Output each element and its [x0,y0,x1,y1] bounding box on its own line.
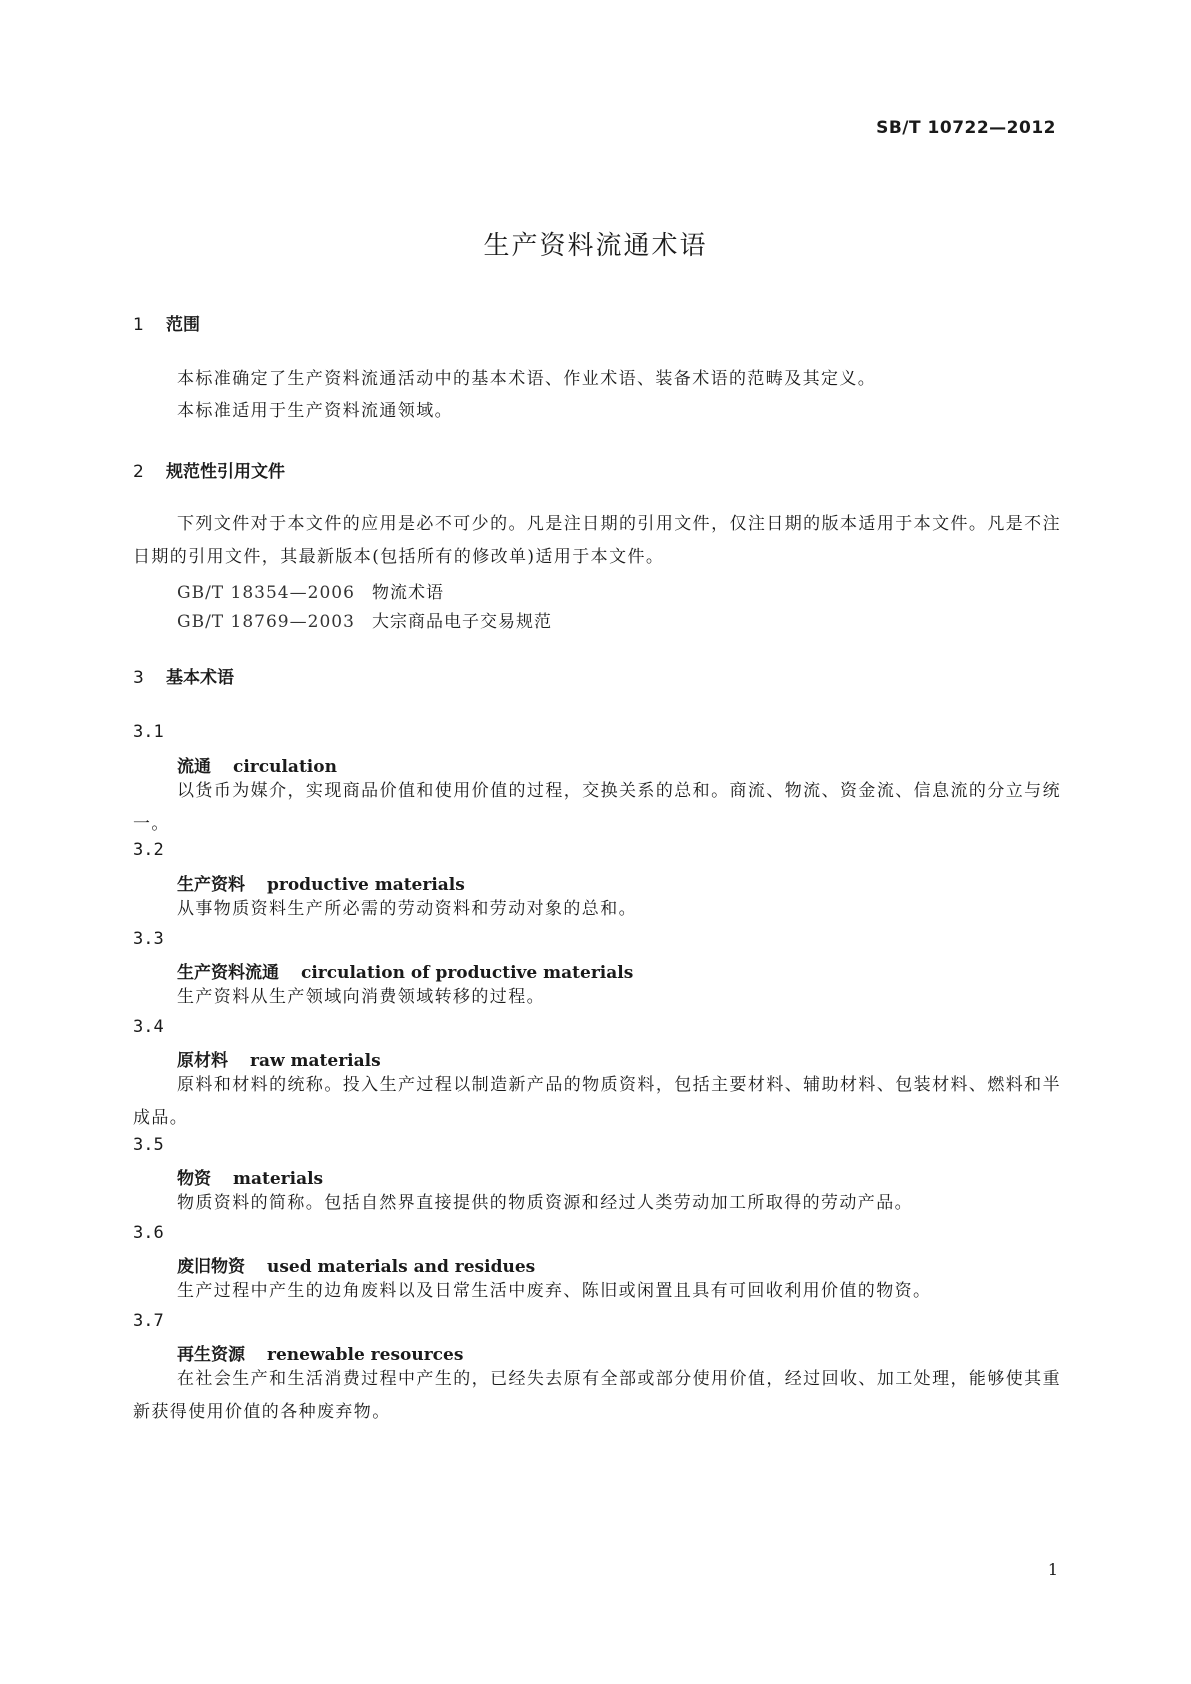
term-name [177,870,465,895]
paragraph: 本标准确定了生产资料流通活动中的基本术语、作业术语、装备术语的范畴及其定义。 [177,369,877,389]
section-1-heading [133,310,200,335]
term-definition: 原料和材料的统称。投入生产过程以制造新产品的物质资料，包括主要材料、辅助材料、包装材料、燃料和半成品。 [133,1075,1061,1128]
reference-item [177,578,444,603]
term-english: materials [233,1169,324,1189]
term-english: circulation of productive materials [301,963,634,983]
section-number: 1 [133,315,144,335]
term-english: circulation [233,757,337,777]
term-definition: 生产过程中产生的边角废料以及日常生活中废弃、陈旧或闲置且具有可回收利用价值的物资。 [177,1281,932,1301]
section-title: 规范性引用文件 [166,462,285,482]
page-number: 1 [1047,1560,1058,1579]
term-chinese: 生产资料 [177,875,245,895]
term-name [177,1340,463,1365]
term-definition: 物质资料的简称。包括自然界直接提供的物质资源和经过人类劳动加工所取得的劳动产品。 [177,1193,913,1213]
term-chinese: 废旧物资 [177,1257,245,1277]
term-chinese: 再生资源 [177,1345,245,1365]
term-name [177,1252,535,1277]
paragraph: 本标准适用于生产资料流通领域。 [177,401,453,421]
reference-title: 物流术语 [372,583,444,603]
term-name [177,958,633,983]
standard-code: SB/T 10722—2012 [876,118,1056,138]
section-number: 2 [133,462,144,482]
term-definition: 以货币为媒介，实现商品价值和使用价值的过程，交换关系的总和。商流、物流、资金流、信息流的分立与统一。 [133,781,1061,834]
section-3-heading [133,663,234,688]
term-number: 3.2 [133,840,164,860]
term-english: renewable resources [267,1345,464,1365]
term-number: 3.3 [133,929,164,949]
term-chinese: 生产资料流通 [177,963,279,983]
section-title: 基本术语 [166,668,234,688]
term-definition: 在社会生产和生活消费过程中产生的，已经失去原有全部或部分使用价值，经过回收、加工处理，能够使其重新获得使用价值的各种废弃物。 [133,1369,1061,1422]
term-english: productive materials [267,875,465,895]
term-chinese: 原材料 [177,1051,228,1071]
term-name [177,1046,381,1071]
term-number: 3.7 [133,1311,164,1331]
section-title: 范围 [166,315,200,335]
document-title: 生产资料流通术语 [483,231,708,261]
reference-code: GB/T 18769—2003 [177,612,355,632]
term-number: 3.5 [133,1135,164,1155]
reference-item [177,607,552,632]
term-definition: 从事物质资料生产所必需的劳动资料和劳动对象的总和。 [177,899,637,919]
term-name [177,1164,323,1189]
section-2-heading [133,457,285,482]
term-english: used materials and residues [267,1257,536,1277]
reference-title: 大宗商品电子交易规范 [372,612,552,632]
term-number: 3.4 [133,1017,164,1037]
reference-code: GB/T 18354—2006 [177,583,355,603]
term-english: raw materials [250,1051,381,1071]
term-name [177,752,337,777]
term-number: 3.6 [133,1223,164,1243]
section-number: 3 [133,668,144,688]
term-chinese: 物资 [177,1169,211,1189]
term-number: 3.1 [133,722,164,742]
term-definition: 生产资料从生产领域向消费领域转移的过程。 [177,987,545,1007]
paragraph: 下列文件对于本文件的应用是必不可少的。凡是注日期的引用文件，仅注日期的版本适用于本文件。凡是不注日期的引用文件，其最新版本(包括所有的修改单)适用于本文件。 [133,514,1061,567]
term-chinese: 流通 [177,757,211,777]
